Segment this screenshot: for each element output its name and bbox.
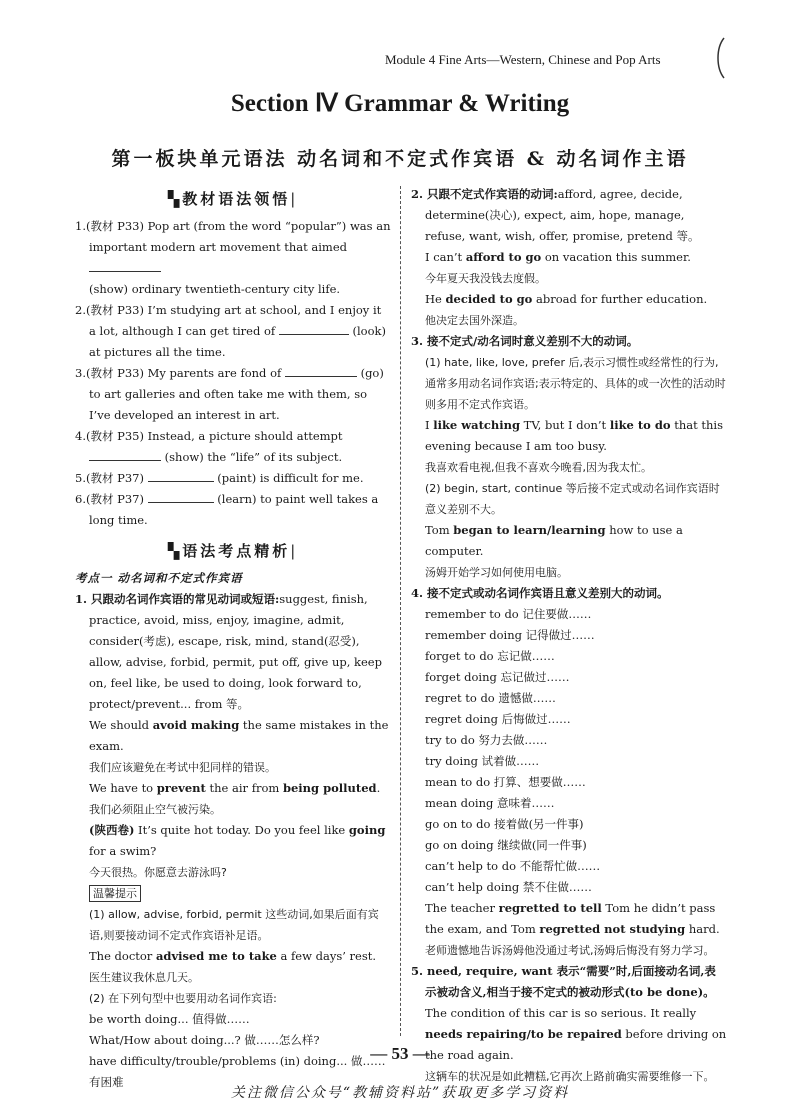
example-translation: 今年夏天我没钱去度假。 [425, 272, 546, 285]
verb-pair: forget to do 忘记做…… [425, 649, 555, 663]
example-sentence: (陕西卷) It’s quite hot today. Do you feel like going for a swim? [89, 823, 386, 858]
example-translation: 老师遗憾地告诉汤姆他没通过考试,汤姆后悔没有努力学习。 [425, 944, 715, 957]
example-sentence: I like watching TV, but I don’t like to do that this evening because I am too busy. [425, 418, 724, 453]
example-sentence: We should avoid making the same mistakes in the exam. [89, 718, 389, 753]
example-translation: 我们必须阻止空气被污染。 [89, 803, 221, 816]
tips-label: 温馨提示 [89, 885, 141, 902]
grammar-explanation: (1) hate, like, love, prefer 后,表示习惯性或经常性的行为,通常多用动名词作宾语;表示特定的、具体的或一次性的活动时则多用不定式作宾语。 [425, 356, 726, 411]
grammar-point-heading: 5. need, require, want 表示“需要”时,后面接动名词,表示被动含义,相当于接不定式的被动形式(to be done)。 [411, 964, 716, 999]
page-number: — 53 — [370, 1044, 430, 1063]
verb-pair: go on to do 接着做(另一件事) [425, 817, 584, 831]
exercise-item: 4.(教材 P35) Instead, a picture should attempt (show) the “life” of its subject. [75, 429, 343, 464]
answer-blank[interactable] [148, 469, 214, 482]
left-column [75, 186, 391, 1093]
example-sentence: We have to prevent the air from being polluted. [89, 781, 381, 795]
section-heading-grammar-analysis: ▚语法考点精析| [167, 542, 299, 560]
exercise-item: 3.(教材 P33) My parents are fond of (go) to art galleries and often take me with them, so I’ve developed an interest in art. [75, 366, 384, 422]
pattern-line: be worth doing... 值得做…… [89, 1012, 250, 1026]
grammar-point-heading: 4. 接不定式或动名词作宾语且意义差别大的动词。 [411, 586, 669, 600]
verb-pair: forget doing 忘记做过…… [425, 670, 570, 684]
tips-label-row [75, 883, 391, 904]
verb-pair: can’t help doing 禁不住做…… [425, 880, 592, 894]
verb-pair: can’t help to do 不能帮忙做…… [425, 859, 601, 873]
answer-blank[interactable] [89, 259, 161, 272]
verb-pair: mean to do 打算、想要做…… [425, 775, 586, 789]
exercise-item: 1.(教材 P33) Pop art (from the word “popular”) was an important modern art movement that aimed (show) ordinary twentieth-century city life. [75, 219, 391, 296]
grammar-explanation: (2) begin, start, continue 等后接不定式或动名词作宾语时意义差别不大。 [425, 482, 720, 516]
example-translation: 今天很热。你愿意去游泳吗? [89, 866, 227, 879]
running-header: Module 4 Fine Arts—Western, Chinese and Pop Arts [385, 52, 661, 67]
example-sentence: The teacher regretted to tell Tom he didn’t pass the exam, and Tom regretted not studying hard. [425, 901, 720, 936]
verb-pair: try doing 试着做…… [425, 754, 540, 768]
grammar-point: 2. 只跟不定式作宾语的动词:afford, agree, decide, determine(决心), expect, aim, hope, manage, refuse, want, wish, offer, promise, pretend 等。 [411, 187, 700, 243]
example-translation: 医生建议我休息几天。 [89, 971, 199, 984]
example-sentence: Tom began to learn/learning how to use a computer. [425, 523, 683, 558]
grammar-point-heading: 3. 接不定式/动名词时意义差别不大的动词。 [411, 334, 639, 348]
verb-pair: mean doing 意味着…… [425, 796, 555, 810]
verb-pair: remember to do 记住要做…… [425, 607, 592, 621]
exercise-item: 2.(教材 P33) I’m studying art at school, and I enjoy it a lot, although I can get tired of (look) at pictures all the time. [75, 303, 386, 359]
tip-text: (2) 在下列句型中也要用动名词作宾语: [89, 992, 277, 1005]
column-divider [400, 186, 401, 1036]
footer-note: 关注微信公众号“教辅资料站”获取更多学习资料 [230, 1085, 570, 1101]
section-title: Section Ⅳ Grammar & Writing [230, 90, 570, 117]
header-curve-decoration [714, 36, 728, 80]
verb-pair: regret doing 后悔做过…… [425, 712, 571, 726]
key-point-heading: 考点一 动名词和不定式作宾语 [75, 571, 243, 585]
answer-blank[interactable] [148, 490, 214, 503]
example-translation: 汤姆开始学习如何使用电脑。 [425, 566, 568, 579]
exercise-item: 6.(教材 P37) (learn) to paint well takes a long time. [75, 492, 379, 527]
book-icon: ▚ [167, 190, 183, 208]
verb-pair: go on doing 继续做(同一件事) [425, 838, 587, 852]
example-translation: 他决定去国外深造。 [425, 314, 524, 327]
section-heading-textbook-grammar: ▚教材语法领悟| [167, 190, 299, 208]
pattern-line: What/How about doing...? 做……怎么样? [89, 1033, 320, 1047]
answer-blank[interactable] [279, 322, 349, 335]
example-translation: 我们应该避免在考试中犯同样的错误。 [89, 761, 276, 774]
example-sentence: The condition of this car is so serious. It really needs repairing/to be repaired before driving on the road again. [425, 1006, 727, 1062]
tip-text: (1) allow, advise, forbid, permit 这些动词,如果后面有宾语,则要接动词不定式作宾语补足语。 [89, 908, 379, 942]
verb-pair: remember doing 记得做过…… [425, 628, 595, 642]
answer-blank[interactable] [285, 364, 357, 377]
example-sentence: I can’t afford to go on vacation this summer. [425, 250, 691, 264]
verb-pair: try to do 努力去做…… [425, 733, 548, 747]
exercise-item: 5.(教材 P37) (paint) is difficult for me. [75, 471, 364, 485]
example-sentence: The doctor advised me to take a few days’ rest. [89, 949, 377, 963]
book-icon: ▚ [167, 542, 183, 560]
section-subtitle: 第一板块单元语法 动名词和不定式作宾语 & 动名词作主语 [111, 148, 689, 170]
pattern-line: have difficulty/trouble/problems (in) doing... 做……有困难 [89, 1054, 386, 1089]
example-sentence: He decided to go abroad for further education. [425, 292, 708, 306]
verb-pair: regret to do 遗憾做…… [425, 691, 556, 705]
right-column [411, 184, 727, 1087]
example-translation: 这辆车的状况是如此糟糕,它再次上路前确实需要维修一下。 [425, 1070, 715, 1083]
answer-blank[interactable] [89, 448, 161, 461]
example-translation: 我喜欢看电视,但我不喜欢今晚看,因为我太忙。 [425, 461, 652, 474]
grammar-point: 1. 只跟动名词作宾语的常见动词或短语:suggest, finish, practice, avoid, miss, enjoy, imagine, admit, consider(考虑), escape, risk, mind, stand(忍受), allow, advise, forbid, permit, put off, give up, keep on, feel like, be used to doing, look forward to, protect/prevent... from 等。 [75, 592, 382, 711]
